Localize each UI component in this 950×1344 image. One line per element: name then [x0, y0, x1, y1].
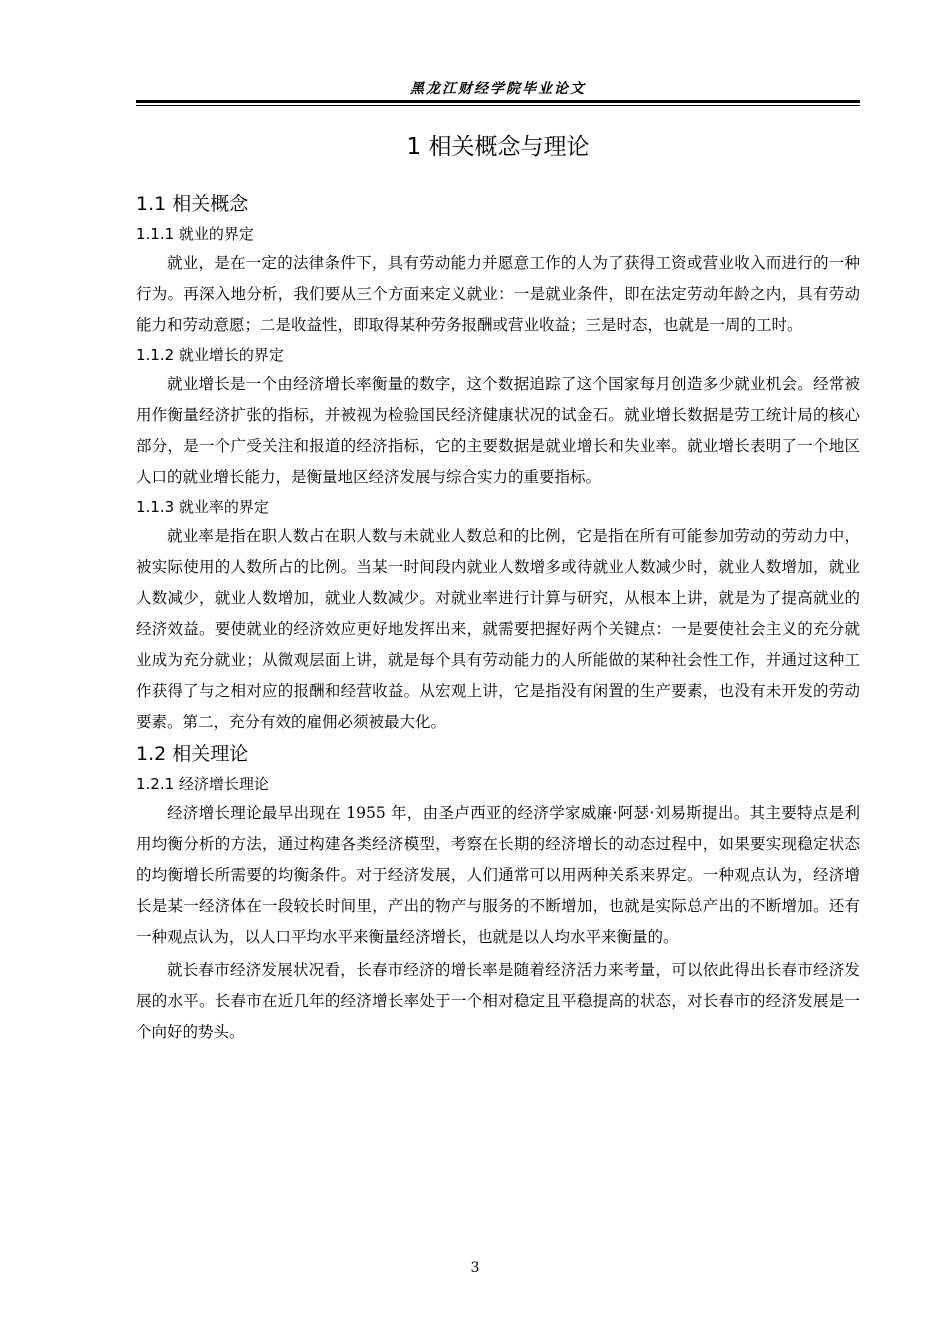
subsection-heading-1-1-1: 1.1.1 就业的界定	[136, 225, 254, 243]
paragraph-1-2-1-a: 经济增长理论最早出现在 1955 年，由圣卢西亚的经济学家威廉·阿瑟·刘易斯提出。其主要特点是利用均衡分析的方法，通过构建各类经济模型，考察在长期的经济增长的动态过程中，如果要实现稳定状态的均衡增长所需要的均衡条件。对于经济发展，人们通常可以用两种关系来界定。一种观点认为，经济增长是某一经济体在一段较长时间里，产出的物产与服务的不断增加，也就是实际总产出的不断增加。还有一种观点认为，以人口平均水平来衡量经济增长，也就是以人均水平来衡量的。	[136, 804, 860, 946]
paragraph-1-1-3: 就业率是指在职人数占在职人数与未就业人数总和的比例，它是指在所有可能参加劳动的劳动力中，被实际使用的人数所占的比例。当某一时间段内就业人数增多或待就业人数减少时，就业人数增加，就业人数减少，就业人数增加，就业人数减少。对就业率进行计算与研究，从根本上讲，就是为了提高就业的经济效益。要使就业的经济效应更好地发挥出来，就需要把握好两个关键点：一是要使社会主义的充分就业成为充分就业；从微观层面上讲，就是每个具有劳动能力的人所能做的某种社会性工作，并通过这种工作获得了与之相对应的报酬和经营收益。从宏观上讲，它是指没有闲置的生产要素，也没有未开发的劳动要素。第二，充分有效的雇佣必须被最大化。	[136, 527, 860, 731]
subsection-heading-1-2-1: 1.2.1 经济增长理论	[136, 775, 269, 793]
paragraph-1-1-1: 就业，是在一定的法律条件下，具有劳动能力并愿意工作的人为了获得工资或营业收入而进行的一种行为。再深入地分析，我们要从三个方面来定义就业：一是就业条件，即在法定劳动年龄之内，具有劳动能力和劳动意愿；二是收益性，即取得某种劳务报酬或营业收益；三是时态，也就是一周的工时。	[136, 254, 860, 334]
page-number: 3	[470, 1260, 480, 1276]
subsection-heading-1-1-3: 1.1.3 就业率的界定	[136, 498, 269, 516]
subsection-heading-1-1-2: 1.1.2 就业增长的界定	[136, 346, 284, 364]
paragraph-1-2-1-b: 就长春市经济发展状况看，长春市经济的增长率是随着经济活力来考量，可以依此得出长春市经济发展的水平。长春市在近几年的经济增长率处于一个相对稳定且平稳提高的状态，对长春市的经济发展是一个向好的势头。	[136, 961, 860, 1041]
section-heading-1-2: 1.2 相关理论	[136, 743, 249, 765]
header-rule-thick	[136, 100, 860, 103]
chapter-title: 1 相关概念与理论	[406, 134, 590, 160]
running-header: 黑龙江财经学院毕业论文	[410, 81, 586, 97]
paragraph-1-1-2: 就业增长是一个由经济增长率衡量的数字，这个数据追踪了这个国家每月创造多少就业机会。经常被用作衡量经济扩张的指标，并被视为检验国民经济健康状况的试金石。就业增长数据是劳工统计局的核心部分，是一个广受关注和报道的经济指标，它的主要数据是就业增长和失业率。就业增长表明了一个地区人口的就业增长能力，是衡量地区经济发展与综合实力的重要指标。	[136, 375, 860, 486]
page-body	[136, 130, 860, 1050]
header-rule-thin	[136, 105, 860, 106]
section-heading-1-1: 1.1 相关概念	[136, 193, 249, 215]
